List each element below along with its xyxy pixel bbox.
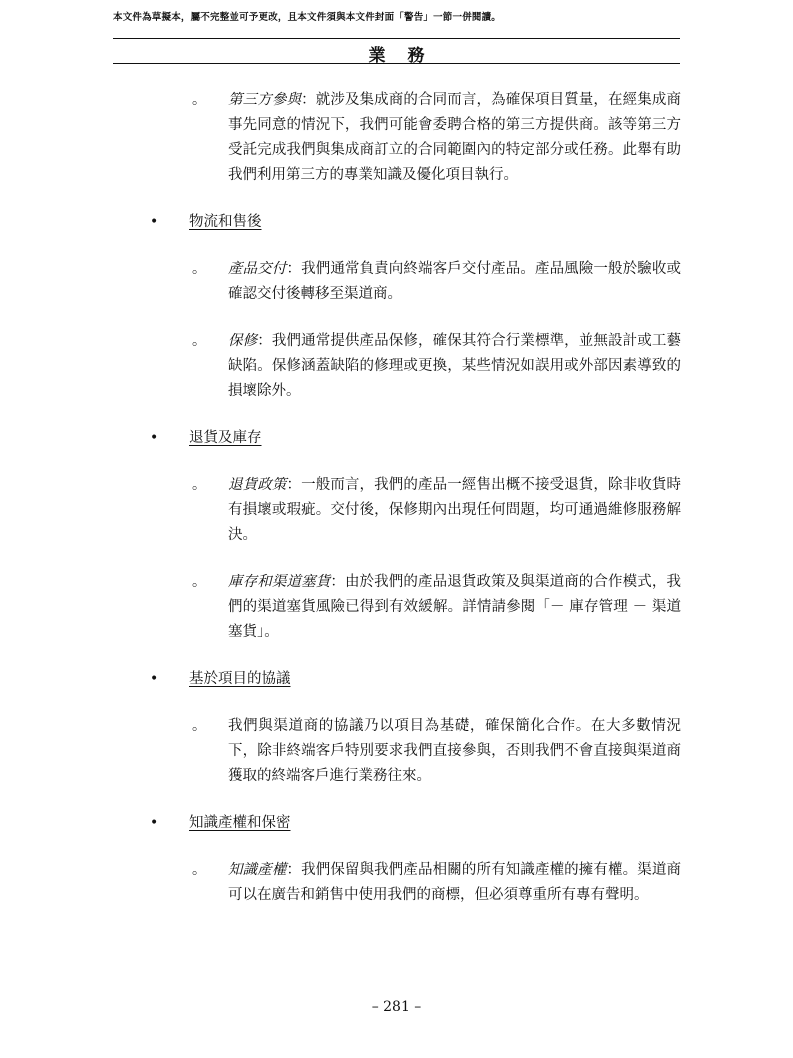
sub-item — [192, 714, 681, 789]
bullet-heading: 知識產權和保密 — [189, 815, 291, 831]
sub-term: 退貨政策 — [228, 477, 287, 493]
bullet-heading: 物流和售後 — [189, 214, 262, 230]
bullet-item — [150, 811, 793, 836]
bullet-marker: • — [150, 815, 159, 831]
section-title: 業務 — [368, 46, 447, 66]
sub-item — [192, 473, 681, 548]
sub-marker: 。 — [192, 862, 206, 878]
sub-text: ：我們通常提供產品保修，確保其符合行業標準，並無設計或工藝缺陷。保修涵蓋缺陷的修理或更換，某些情況如誤用或外部因素導致的損壞除外。 — [228, 333, 681, 399]
sub-marker: 。 — [192, 477, 206, 493]
sub-marker: 。 — [192, 718, 206, 734]
bullet-item — [150, 426, 793, 451]
sub-item — [192, 858, 681, 908]
sub-marker: 。 — [192, 92, 206, 108]
bullet-marker: • — [150, 430, 159, 446]
sub-text: 我們與渠道商的協議乃以項目為基礎，確保簡化合作。在大多數情況下，除非終端客戶特別要求我們直接參與，否則我們不會直接與渠道商獲取的終端客戶進行業務往來。 — [228, 718, 681, 784]
draft-disclaimer: 本文件為草擬本，屬不完整並可予更改，且本文件須與本文件封面「警告」一節一併閱讀。 — [113, 12, 502, 23]
sub-item — [192, 329, 681, 404]
sub-term: 庫存和渠道塞貨 — [228, 574, 331, 590]
sub-item — [192, 88, 682, 188]
sub-text: ：一般而言，我們的產品一經售出概不接受退貨，除非收貨時有損壞或瑕疵。交付後，保修期內出現任何問題，均可通過維修服務解決。 — [228, 477, 681, 543]
bullet-marker: • — [150, 214, 159, 230]
sub-text: ：由於我們的產品退貨政策及與渠道商的合作模式，我們的渠道塞貨風險已得到有效緩解。詳情請參閱「－ 庫存管理 － 渠道塞貨」。 — [228, 574, 682, 640]
bullet-marker: • — [150, 671, 159, 687]
sub-term: 產品交付 — [228, 261, 287, 277]
sub-text: ：就涉及集成商的合同而言，為確保項目質量，在經集成商事先同意的情況下，我們可能會委聘合格的第三方提供商。該等第三方受託完成我們與集成商訂立的合同範圍內的特定部分或任務。此舉有助我們利用第三方的專業知識及優化項目執行。 — [228, 92, 682, 183]
sub-marker: 。 — [192, 574, 206, 590]
sub-text: ：我們通常負責向終端客戶交付產品。產品風險一般於驗收或確認交付後轉移至渠道商。 — [228, 261, 681, 302]
bullet-item — [150, 667, 793, 692]
bullet-item — [150, 210, 793, 235]
sub-term: 保修 — [228, 333, 258, 349]
sub-term: 第三方參與 — [228, 92, 302, 108]
sub-item — [192, 570, 682, 645]
sub-marker: 。 — [192, 333, 206, 349]
bullet-heading: 基於項目的協議 — [189, 671, 291, 687]
sub-text: ：我們保留與我們產品相關的所有知識產權的擁有權。渠道商可以在廣告和銷售中使用我們的商標，但必須尊重所有專有聲明。 — [228, 862, 681, 903]
page-number: – 281 – — [371, 999, 422, 1015]
document-body — [0, 88, 793, 908]
sub-marker: 。 — [192, 261, 206, 277]
bullet-heading: 退貨及庫存 — [189, 430, 262, 446]
header-rule-bottom — [113, 63, 680, 64]
sub-item — [192, 257, 681, 307]
header-rule-top — [113, 38, 680, 39]
sub-term: 知識產權 — [228, 862, 287, 878]
